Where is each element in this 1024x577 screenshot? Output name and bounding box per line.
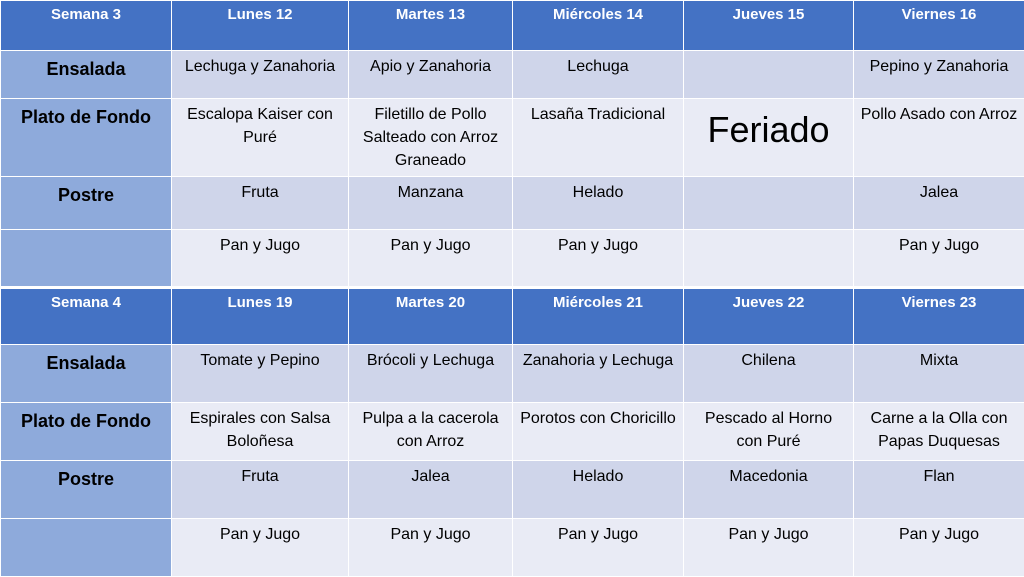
menu-cell: Brócoli y Lechuga bbox=[349, 345, 513, 403]
menu-cell: Helado bbox=[513, 461, 684, 519]
menu-cell bbox=[684, 230, 854, 287]
menu-cell: Pepino y Zanahoria bbox=[854, 51, 1024, 99]
menu-cell: Manzana bbox=[349, 177, 513, 230]
week4-postre-row bbox=[1, 461, 1024, 519]
week3-ensalada-row bbox=[1, 51, 1024, 99]
menu-cell: Porotos con Choricillo bbox=[513, 403, 684, 461]
week4-plato-row bbox=[1, 403, 1024, 461]
menu-cell: Zanahoria y Lechuga bbox=[513, 345, 684, 403]
week4-pan-row bbox=[1, 519, 1024, 577]
day-header: Martes 13 bbox=[349, 1, 513, 51]
day-header: Martes 20 bbox=[349, 289, 513, 345]
row-label: Postre bbox=[1, 461, 172, 519]
day-header: Lunes 12 bbox=[172, 1, 349, 51]
menu-cell: Tomate y Pepino bbox=[172, 345, 349, 403]
menu-cell: Lasaña Tradicional bbox=[513, 99, 684, 177]
row-label bbox=[1, 519, 172, 577]
week4-header-row bbox=[1, 289, 1024, 345]
menu-cell: Pan y Jugo bbox=[349, 519, 513, 577]
menu-cell: Macedonia bbox=[684, 461, 854, 519]
menu-cell: Pescado al Horno con Puré bbox=[684, 403, 854, 461]
menu-cell: Pan y Jugo bbox=[854, 519, 1024, 577]
menu-cell: Filetillo de Pollo Salteado con Arroz Graneado bbox=[349, 99, 513, 177]
row-label: Postre bbox=[1, 177, 172, 230]
menu-cell: Lechuga y Zanahoria bbox=[172, 51, 349, 99]
week4-table bbox=[0, 288, 1024, 577]
menu-cell: Jalea bbox=[349, 461, 513, 519]
row-label: Ensalada bbox=[1, 51, 172, 99]
menu-cell: Pan y Jugo bbox=[172, 519, 349, 577]
menu-cell: Carne a la Olla con Papas Duquesas bbox=[854, 403, 1024, 461]
holiday-cell: Feriado bbox=[684, 99, 854, 177]
menu-cell: Escalopa Kaiser con Puré bbox=[172, 99, 349, 177]
menu-cell: Fruta bbox=[172, 177, 349, 230]
row-label bbox=[1, 230, 172, 287]
menu-cell: Pan y Jugo bbox=[172, 230, 349, 287]
menu-cell: Pan y Jugo bbox=[854, 230, 1024, 287]
menu-cell: Pollo Asado con Arroz bbox=[854, 99, 1024, 177]
menu-cell: Fruta bbox=[172, 461, 349, 519]
week3-plato-row bbox=[1, 99, 1024, 177]
menu-cell: Pan y Jugo bbox=[684, 519, 854, 577]
row-label: Plato de Fondo bbox=[1, 99, 172, 177]
week4-ensalada-row bbox=[1, 345, 1024, 403]
day-header: Miércoles 14 bbox=[513, 1, 684, 51]
menu-cell: Pan y Jugo bbox=[513, 519, 684, 577]
week-label: Semana 4 bbox=[1, 289, 172, 345]
day-header: Viernes 16 bbox=[854, 1, 1024, 51]
row-label: Ensalada bbox=[1, 345, 172, 403]
menu-cell: Pan y Jugo bbox=[513, 230, 684, 287]
menu-cell: Apio y Zanahoria bbox=[349, 51, 513, 99]
menu-cell: Flan bbox=[854, 461, 1024, 519]
menu-cell: Helado bbox=[513, 177, 684, 230]
day-header: Lunes 19 bbox=[172, 289, 349, 345]
day-header: Viernes 23 bbox=[854, 289, 1024, 345]
menu-cell: Chilena bbox=[684, 345, 854, 403]
menu-cell: Mixta bbox=[854, 345, 1024, 403]
week-label: Semana 3 bbox=[1, 1, 172, 51]
row-label: Plato de Fondo bbox=[1, 403, 172, 461]
menu-cell: Pan y Jugo bbox=[349, 230, 513, 287]
week3-postre-row bbox=[1, 177, 1024, 230]
day-header: Jueves 22 bbox=[684, 289, 854, 345]
week3-header-row bbox=[1, 1, 1024, 51]
menu-cell: Lechuga bbox=[513, 51, 684, 99]
menu-cell: Pulpa a la cacerola con Arroz bbox=[349, 403, 513, 461]
menu-cell: Jalea bbox=[854, 177, 1024, 230]
menu-cell bbox=[684, 177, 854, 230]
week3-pan-row bbox=[1, 230, 1024, 287]
menu-cell bbox=[684, 51, 854, 99]
menu-cell: Espirales con Salsa Boloñesa bbox=[172, 403, 349, 461]
day-header: Jueves 15 bbox=[684, 1, 854, 51]
day-header: Miércoles 21 bbox=[513, 289, 684, 345]
week3-table bbox=[0, 0, 1024, 287]
